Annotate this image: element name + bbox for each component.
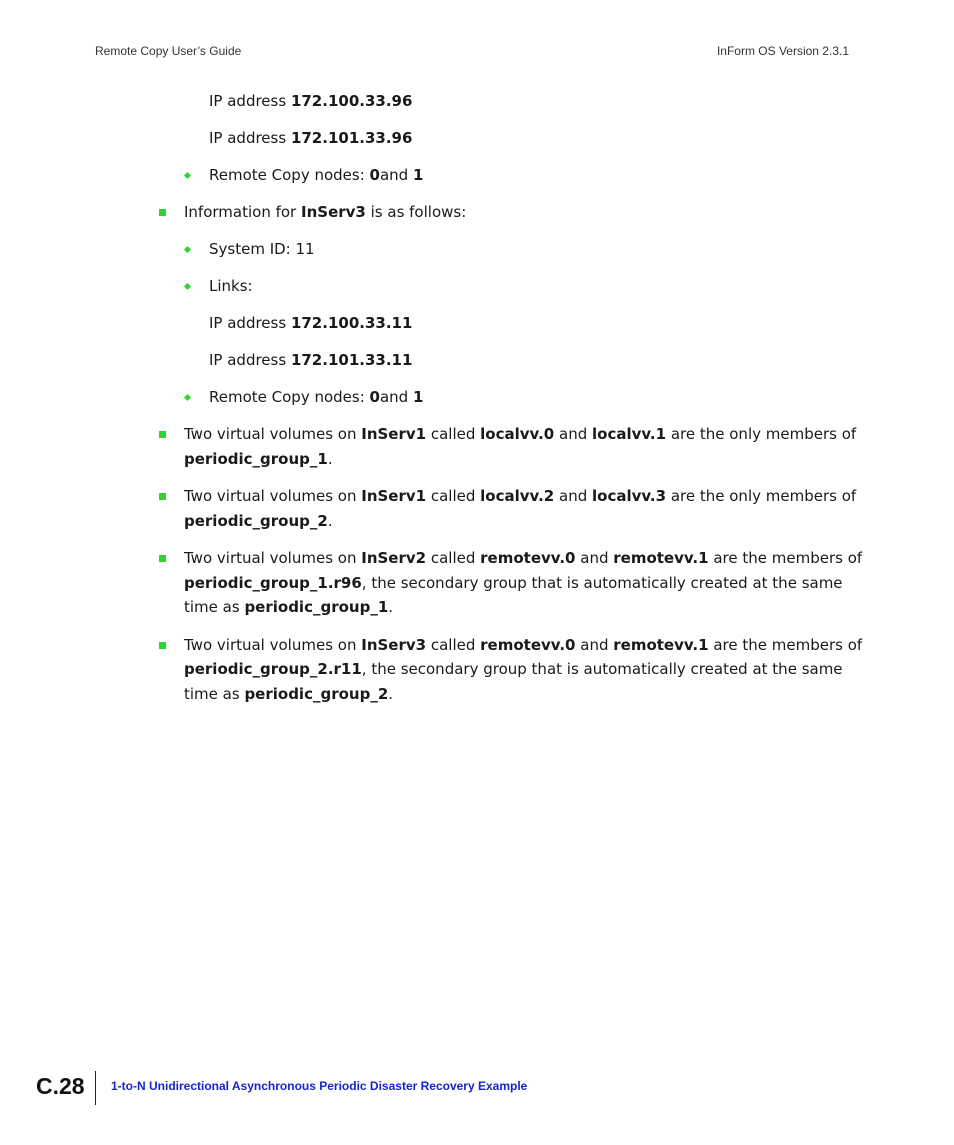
chapter-title: 1-to-N Unidirectional Asynchronous Periodic Disaster Recovery Example xyxy=(111,1079,528,1093)
bold-term: localvv.0 xyxy=(480,425,555,443)
text-run: called xyxy=(426,636,481,654)
bold-term: localvv.1 xyxy=(592,425,667,443)
text-run: called xyxy=(426,549,481,567)
diamond-bullet-icon xyxy=(184,246,191,253)
bold-term: InServ1 xyxy=(361,425,427,443)
volumes-item-continuation xyxy=(184,595,393,620)
bold-term: periodic_group_1 xyxy=(184,450,328,468)
text-run: Links: xyxy=(209,277,253,295)
running-header-version: InForm OS Version 2.3.1 xyxy=(716,44,849,58)
text-run: Remote Copy nodes: xyxy=(209,388,370,406)
bold-term: remotevv.1 xyxy=(613,636,709,654)
bold-term: remotevv.1 xyxy=(613,549,709,567)
bold-term: 1 xyxy=(412,388,424,406)
diamond-bullet-icon xyxy=(184,172,191,179)
text-run: are the members of xyxy=(708,636,863,654)
text-run: time as xyxy=(184,685,245,703)
text-run: , the secondary group that is automatically created at the same xyxy=(361,574,843,592)
text-run: . xyxy=(388,598,394,616)
text-run: are the members of xyxy=(708,549,863,567)
text-run: IP address xyxy=(209,129,291,147)
bold-term: periodic_group_2.r11 xyxy=(184,660,362,678)
bold-term: InServ3 xyxy=(301,203,366,221)
nodes-item xyxy=(209,385,423,410)
text-run: are the only members of xyxy=(666,487,857,505)
text-run: . xyxy=(327,450,333,468)
bold-term: 172.100.33.11 xyxy=(290,314,413,332)
text-run: and xyxy=(379,388,413,406)
ip-line xyxy=(209,89,412,114)
text-run: are the only members of xyxy=(666,425,857,443)
bold-term: 1 xyxy=(412,166,424,184)
bold-term: InServ2 xyxy=(361,549,427,567)
text-run: IP address xyxy=(209,92,291,110)
text-run: and xyxy=(379,166,413,184)
text-run: and xyxy=(554,487,592,505)
text-run: called xyxy=(426,425,481,443)
text-run: . xyxy=(327,512,333,530)
text-run: time as xyxy=(184,598,245,616)
bold-term: 172.101.33.96 xyxy=(290,129,413,147)
text-run: Two virtual volumes on xyxy=(184,549,362,567)
bold-term: periodic_group_1 xyxy=(244,598,389,616)
text-run: Information for xyxy=(184,203,301,221)
text-run: and xyxy=(554,425,592,443)
volumes-item-continuation xyxy=(184,509,333,534)
bold-term: periodic_group_2 xyxy=(244,685,389,703)
volumes-item xyxy=(184,484,856,509)
text-run: Remote Copy nodes: xyxy=(209,166,370,184)
text-run: Two virtual volumes on xyxy=(184,425,362,443)
system-id-item xyxy=(209,237,315,262)
square-bullet-icon xyxy=(159,209,166,216)
diamond-bullet-icon xyxy=(184,283,191,290)
square-bullet-icon xyxy=(159,642,166,649)
volumes-item xyxy=(184,546,862,571)
nodes-item xyxy=(209,163,423,188)
running-header-title: Remote Copy User’s Guide xyxy=(95,44,242,58)
bold-term: localvv.2 xyxy=(480,487,555,505)
text-run: and xyxy=(575,549,614,567)
volumes-item xyxy=(184,633,862,658)
text-run: IP address xyxy=(209,314,291,332)
text-run: . xyxy=(388,685,394,703)
bold-term: 0 xyxy=(369,166,380,184)
text-run: Two virtual volumes on xyxy=(184,487,362,505)
text-run: IP address xyxy=(209,351,291,369)
bold-term: remotevv.0 xyxy=(480,549,576,567)
inserv3-item xyxy=(184,200,466,225)
ip-line xyxy=(209,348,412,373)
volumes-item-continuation xyxy=(184,682,393,707)
bold-term: periodic_group_1.r96 xyxy=(184,574,362,592)
volumes-item-continuation xyxy=(184,657,843,682)
bold-term: 0 xyxy=(369,388,380,406)
bold-term: periodic_group_2 xyxy=(184,512,328,530)
text-run: System ID: 11 xyxy=(209,240,315,258)
bold-term: localvv.3 xyxy=(592,487,667,505)
square-bullet-icon xyxy=(159,493,166,500)
volumes-item xyxy=(184,422,856,447)
text-run: and xyxy=(575,636,614,654)
ip-line xyxy=(209,311,412,336)
square-bullet-icon xyxy=(159,431,166,438)
page-number: C.28 xyxy=(36,1073,85,1099)
text-run: is as follows: xyxy=(365,203,467,221)
text-run: Two virtual volumes on xyxy=(184,636,362,654)
square-bullet-icon xyxy=(159,555,166,562)
bold-term: InServ1 xyxy=(361,487,427,505)
diamond-bullet-icon xyxy=(184,394,191,401)
footer-divider xyxy=(95,1071,96,1105)
text-run: called xyxy=(426,487,481,505)
bold-term: InServ3 xyxy=(361,636,427,654)
bold-term: remotevv.0 xyxy=(480,636,576,654)
ip-line xyxy=(209,126,412,151)
links-item xyxy=(209,274,253,299)
volumes-item-continuation xyxy=(184,571,843,596)
text-run: , the secondary group that is automatically created at the same xyxy=(361,660,843,678)
bold-term: 172.101.33.11 xyxy=(290,351,413,369)
bold-term: 172.100.33.96 xyxy=(290,92,413,110)
volumes-item-continuation xyxy=(184,447,333,472)
